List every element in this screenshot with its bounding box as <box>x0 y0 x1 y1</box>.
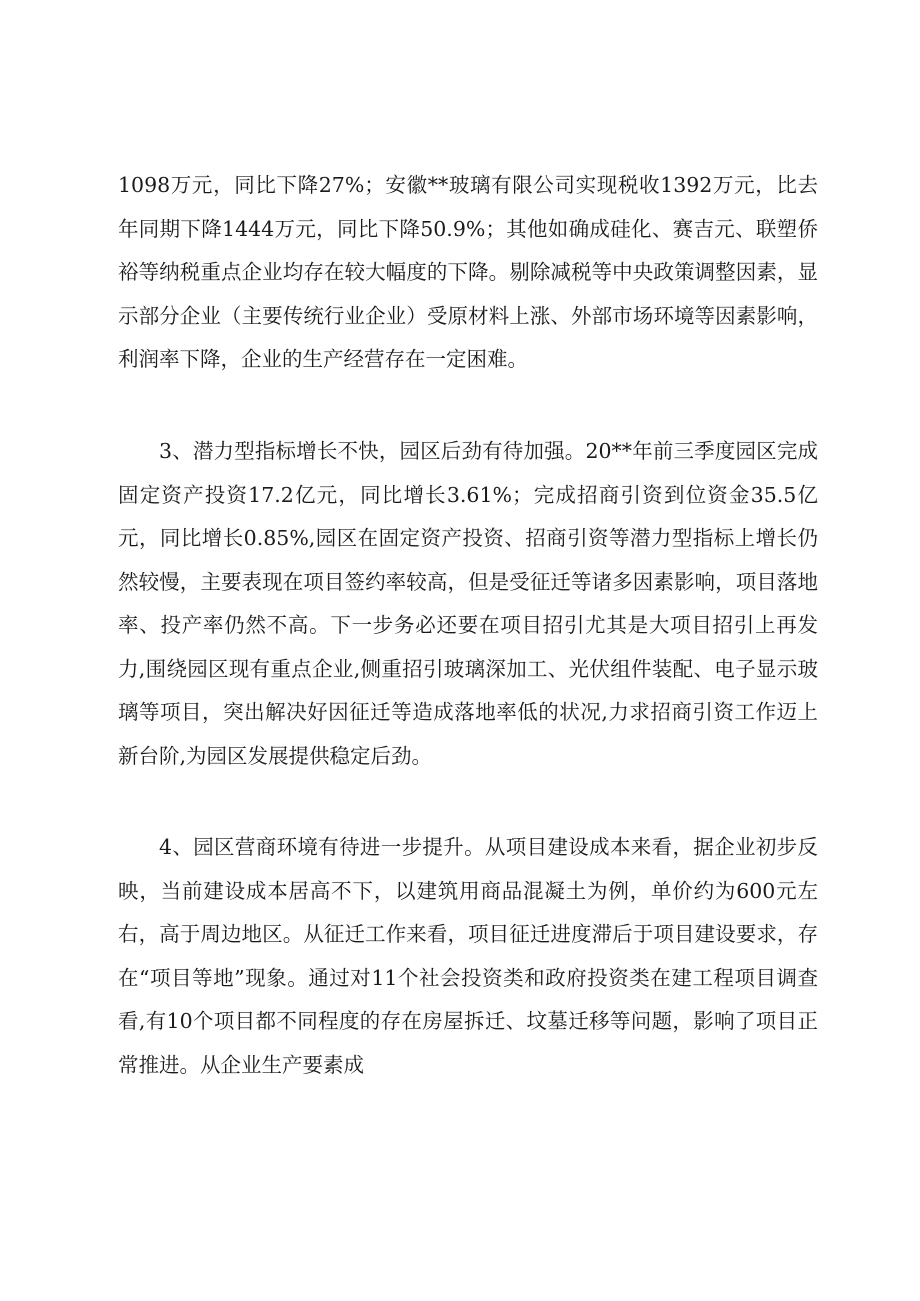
paragraph-continued-tax-decline: 1098万元，同比下降27%；安徽**玻璃有限公司实现税收1392万元，比去年同期下降1444万元，同比下降50.9%；其他如确成硅化、赛吉元、联塑侨裕等纳税重点企业均存在较大幅度的下降。剔除减税等中央政策调整因素，显示部分企业（主要传统行业企业）受原材料上涨、外部市场环境等因素影响，利润率下降，企业的生产经营存在一定困难。 <box>118 173 818 371</box>
paragraph-block-section-4 <box>118 826 818 1087</box>
paragraph-section-4-business-environment: 4、园区营商环境有待进一步提升。从项目建设成本来看，据企业初步反映，当前建设成本居高不下，以建筑用商品混凝土为例，单价约为600元左右，高于周边地区。从征迁工作来看，项目征迁进度滞后于项目建设要求，存在“项目等地”现象。通过对11个社会投资类和政府投资类在建工程项目调查看,有10个项目都不同程度的存在房屋拆迁、坟墓迁移等问题，影响了项目正常推进。从企业生产要素成 <box>118 835 818 1077</box>
paragraph-section-3-potential-indicators: 3、潜力型指标增长不快，园区后劲有待加强。20**年前三季度园区完成固定资产投资17.2亿元，同比增长3.61%；完成招商引资到位资金35.5亿元，同比增长0.85%,园区在固定资产投资、招商引资等潜力型指标上增长仍然较慢，主要表现在项目签约率较高，但是受征迁等诸多因素影响，项目落地率、投产率仍然不高。下一步务必还要在项目招引尤其是大项目招引上再发力,围绕园区现有重点企业,侧重招引玻璃深加工、光伏组件装配、电子显示玻璃等项目，突出解决好因征迁等造成落地率低的状况,力求招商引资工作迈上新台阶,为园区发展提供稳定后劲。 <box>118 439 818 768</box>
paragraph-block-continued <box>118 164 818 382</box>
paragraph-block-section-3 <box>118 430 818 778</box>
